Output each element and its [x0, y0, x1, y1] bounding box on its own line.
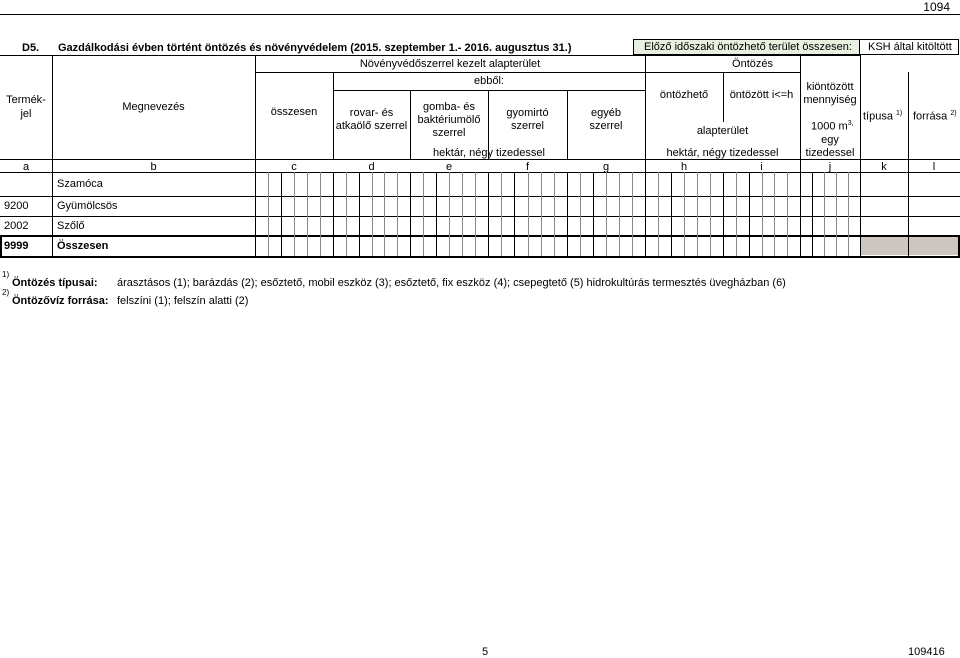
column-divider	[567, 172, 568, 256]
header-ontozheto: öntözhető	[659, 89, 709, 101]
digit-box-divider	[462, 172, 463, 256]
digit-box-divider	[671, 172, 672, 256]
digit-box-divider	[307, 172, 308, 256]
prev-area-box	[633, 39, 860, 55]
header-termek-jel: Termék- jel	[6, 94, 46, 120]
digit-box-divider	[697, 172, 698, 256]
header-forrasa: forrása $^{2)}$	[913, 110, 957, 123]
digit-box-divider	[554, 172, 555, 256]
digit-box-grid	[0, 172, 960, 256]
digit-box-divider	[848, 172, 849, 256]
col-letter-b: b	[150, 161, 157, 173]
col-letter-k: k	[881, 161, 887, 173]
ksh-box	[859, 39, 959, 55]
header-megnevezes: Megnevezés	[122, 101, 185, 113]
col-letter-i: i	[760, 161, 763, 173]
page-number-bottom: 5	[482, 646, 489, 658]
digit-box-divider	[514, 172, 515, 256]
digit-box-divider	[346, 172, 347, 256]
row-code: 2002	[4, 220, 29, 232]
col-letter-f: f	[525, 161, 530, 173]
digit-box-divider	[619, 172, 620, 256]
form-code: 109416	[908, 646, 945, 658]
digit-box-divider	[762, 172, 763, 256]
header-rovar: rovar- és atkaölő szerrel	[335, 107, 408, 132]
digit-box-divider	[475, 172, 476, 256]
digit-box-divider	[423, 172, 424, 256]
row-name: Gyümölcsös	[57, 200, 118, 212]
ksh-label: KSH által kitöltött	[868, 41, 952, 53]
column-divider	[800, 172, 801, 256]
header-ebbol: ebből:	[474, 75, 504, 87]
header-alapterulet: alapterület	[696, 125, 749, 137]
column-divider	[645, 172, 646, 256]
row-code: 9999	[4, 240, 29, 252]
digit-box-divider	[593, 172, 594, 256]
header-egyeb: egyéb szerrel	[589, 107, 623, 132]
digit-box-divider	[294, 172, 295, 256]
row-name: Szamóca	[57, 178, 103, 190]
digit-box-divider	[787, 172, 788, 256]
header-gomba: gomba- és baktériumölő szerrel	[417, 101, 481, 139]
digit-box-divider	[580, 172, 581, 256]
column-divider	[410, 172, 411, 256]
col-letter-j: j	[828, 161, 832, 173]
digit-box-divider	[658, 172, 659, 256]
digit-box-divider	[449, 172, 450, 256]
digit-box-divider	[606, 172, 607, 256]
digit-box-divider	[749, 172, 750, 256]
header-kiontozott-unit: 1000 $m^{3,}$	[811, 120, 854, 133]
header-osszesen: összesen	[270, 106, 318, 118]
digit-box-divider	[268, 172, 269, 256]
digit-box-divider	[774, 172, 775, 256]
digit-box-divider	[384, 172, 385, 256]
header-ontozott: öntözött i<=h	[729, 89, 794, 101]
col-letter-c: c	[291, 161, 297, 173]
table-code: D5.	[22, 42, 40, 54]
digit-box-divider	[528, 172, 529, 256]
column-divider	[333, 172, 334, 256]
digit-box-divider	[710, 172, 711, 256]
digit-box-divider	[436, 172, 437, 256]
header-kiontozott: kiöntözött mennyiség	[803, 81, 857, 106]
col-letter-d: d	[368, 161, 375, 173]
digit-box-divider	[359, 172, 360, 256]
col-letter-g: g	[602, 161, 610, 173]
top-rule	[0, 14, 960, 15]
header-novenyvedo-group: Növényvédőszerrel kezelt alapterület	[359, 58, 541, 70]
header-kiontozott-precision: egy tizedessel	[805, 134, 855, 159]
digit-box-divider	[320, 172, 321, 256]
digit-box-divider	[812, 172, 813, 256]
digit-box-divider	[736, 172, 737, 256]
col-letter-h: h	[680, 161, 688, 173]
row-code: 9200	[4, 200, 29, 212]
page-number-top: 1094	[923, 0, 950, 14]
digit-box-divider	[836, 172, 837, 256]
row-name: Szőlő	[57, 220, 85, 232]
row-name: Összesen	[57, 240, 109, 252]
column-divider	[488, 172, 489, 256]
digit-box-divider	[281, 172, 282, 256]
digit-box-divider	[501, 172, 502, 256]
column-divider	[255, 172, 256, 256]
header-unit-right: hektár, négy tizedessel	[666, 147, 779, 159]
column-divider	[723, 172, 724, 256]
col-letter-l: l	[932, 161, 936, 173]
header-gyomirto: gyomirtó szerrel	[506, 107, 549, 132]
digit-box-divider	[632, 172, 633, 256]
col-letter-a: a	[22, 161, 30, 173]
table-title: Gazdálkodási évben történt öntözés és növényvédelem (2015. szeptember 1.- 2016. augusztus 31.)	[58, 42, 572, 54]
prev-area-label: Előző időszaki öntözhető terület összesen:	[644, 41, 852, 53]
digit-box-divider	[824, 172, 825, 256]
digit-box-divider	[372, 172, 373, 256]
header-tipusa: típusa $^{1)}$	[863, 110, 903, 123]
col-letter-e: e	[445, 161, 453, 173]
digit-box-divider	[397, 172, 398, 256]
header-ontozes-group: Öntözés	[732, 58, 773, 70]
header-unit-left: hektár, négy tizedessel	[433, 147, 545, 159]
digit-box-divider	[541, 172, 542, 256]
digit-box-divider	[684, 172, 685, 256]
